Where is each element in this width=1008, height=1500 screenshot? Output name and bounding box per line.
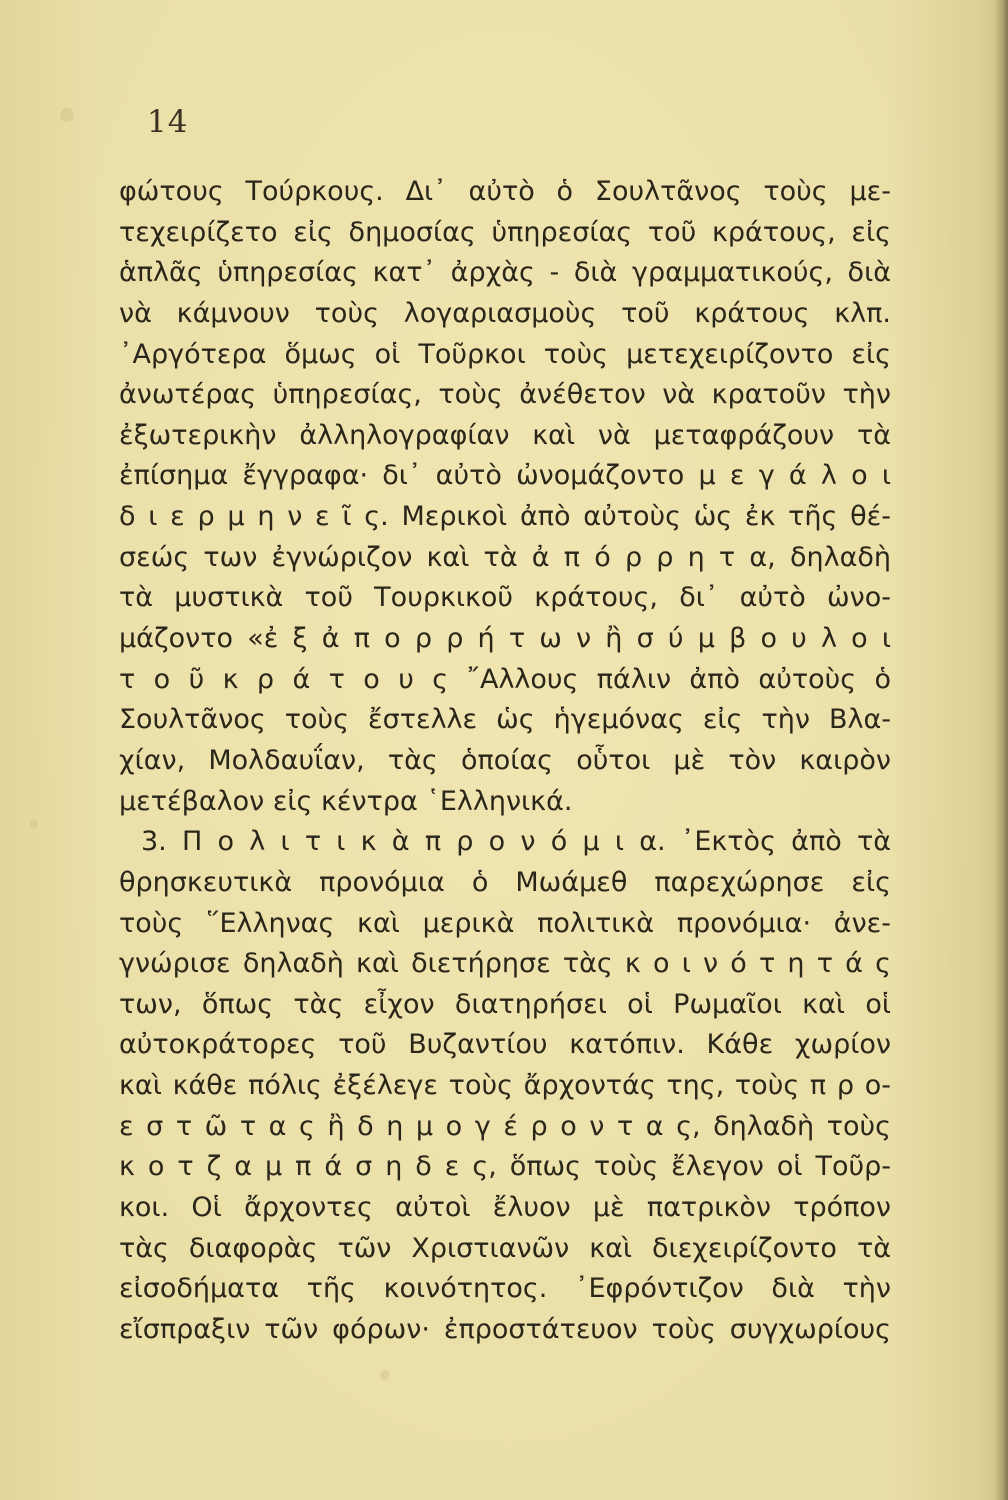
page-edge-shadow bbox=[994, 0, 1008, 1500]
text-line: τὰς διαφορὰς τῶν Χριστιανῶν καὶ διεχειρίζοντο τὰ bbox=[119, 1232, 891, 1264]
text-line: μετέβαλον εἰς κέντρα ῾Ελληνικά. bbox=[119, 785, 573, 817]
text-line: ἐξωτερικὴν ἀλληλογραφίαν καὶ νὰ μεταφράζουν τὰ bbox=[119, 419, 891, 451]
text-line: τ ο ῦ κ ρ ά τ ο υ ς ῎Αλλους πάλιν ἀπὸ αὐτοὺς ὁ bbox=[119, 663, 891, 695]
text-line: ἀνωτέρας ὑπηρεσίας, τοὺς ἀνέθετον νὰ κρατοῦν τὴν bbox=[119, 379, 891, 411]
text-line: ε σ τ ῶ τ α ς ἢ δ η μ ο γ έ ρ ο ν τ α ς, δηλαδὴ τοὺς bbox=[119, 1110, 891, 1142]
text-line: τεχειρίζετο εἰς δημοσίας ὑπηρεσίας τοῦ κράτους, εἰς bbox=[119, 216, 891, 248]
text-line: καὶ κάθε πόλις ἐξέλεγε τοὺς ἄρχοντάς της, τοὺς π ρ ο- bbox=[119, 1070, 891, 1102]
text-line: ἐπίσημα ἔγγραφα· δι᾿ αὐτὸ ὠνομάζοντο μ ε γ ά λ ο ι bbox=[119, 460, 891, 492]
text-line: μάζοντο «ἐ ξ ἀ π ο ρ ρ ή τ ω ν ἢ σ ύ μ β ο υ λ ο ι bbox=[119, 623, 891, 655]
page-number: 14 bbox=[147, 104, 189, 140]
text-line: σεώς των ἐγνώριζον καὶ τὰ ἀ π ό ρ ρ η τ α, δηλαδὴ bbox=[119, 541, 891, 573]
text-line: αὐτοκράτορες τοῦ Βυζαντίου κατόπιν. Κάθε χωρίον bbox=[119, 1029, 891, 1061]
text-line: χίαν, Μολδαυΐαν, τὰς ὁποίας οὗτοι μὲ τὸν καιρὸν bbox=[119, 744, 891, 776]
paper-stain bbox=[30, 820, 38, 828]
text-line: γνώρισε δηλαδὴ καὶ διετήρησε τὰς κ ο ι ν ό τ η τ ά ς bbox=[119, 948, 891, 980]
text-line: νὰ κάμνουν τοὺς λογαριασμοὺς τοῦ κράτους κλπ. bbox=[119, 297, 891, 329]
body-text bbox=[119, 172, 891, 1351]
text-line: ἁπλᾶς ὑπηρεσίας κατ᾿ ἀρχὰς - διὰ γραμματικούς, διὰ bbox=[119, 257, 891, 289]
text-line: κ ο τ ζ α μ π ά σ η δ ε ς, ὅπως τοὺς ἔλεγον οἱ Τοῦρ- bbox=[119, 1151, 891, 1183]
text-line: των, ὅπως τὰς εἶχον διατηρήσει οἱ Ρωμαῖοι καὶ οἱ bbox=[119, 988, 891, 1020]
text-line: ᾿Αργότερα ὅμως οἱ Τοῦρκοι τοὺς μετεχειρίζοντο εἰς bbox=[119, 338, 891, 370]
text-line: κοι. Οἱ ἄρχοντες αὐτοὶ ἔλυον μὲ πατρικὸν τρόπον bbox=[119, 1192, 891, 1224]
text-line: 3. Π ο λ ι τ ι κ ὰ π ρ ο ν ό μ ι α. ᾿Εκτὸς ἀπὸ τὰ bbox=[141, 826, 891, 858]
text-line: φώτους Τούρκους. Δι᾿ αὐτὸ ὁ Σουλτᾶνος τοὺς με- bbox=[119, 176, 891, 207]
text-line: εἰσοδήματα τῆς κοινότητος. ᾿Εφρόντιζον διὰ τὴν bbox=[119, 1273, 891, 1305]
text-line: τὰ μυστικὰ τοῦ Τουρκικοῦ κράτους, δι᾿ αὐτὸ ὠνο- bbox=[119, 582, 891, 614]
text-line: εἴσπραξιν τῶν φόρων· ἐπροστάτευον τοὺς συγχωρίους bbox=[119, 1313, 891, 1345]
paper-stain bbox=[60, 108, 74, 122]
text-line: Σουλτᾶνος τοὺς ἔστελλε ὡς ἡγεμόνας εἰς τὴν Βλα- bbox=[119, 704, 891, 736]
paper-stain bbox=[380, 1370, 390, 1380]
text-line: τοὺς ῞Ελληνας καὶ μερικὰ πολιτικὰ προνόμια· ἀνε- bbox=[119, 907, 891, 939]
text-line: δ ι ε ρ μ η ν ε ῖ ς. Μερικοὶ ἀπὸ αὐτοὺς ὡς ἐκ τῆς θέ- bbox=[119, 501, 891, 533]
text-line: θρησκευτικὰ προνόμια ὁ Μωάμεθ παρεχώρησε εἰς bbox=[119, 866, 891, 898]
